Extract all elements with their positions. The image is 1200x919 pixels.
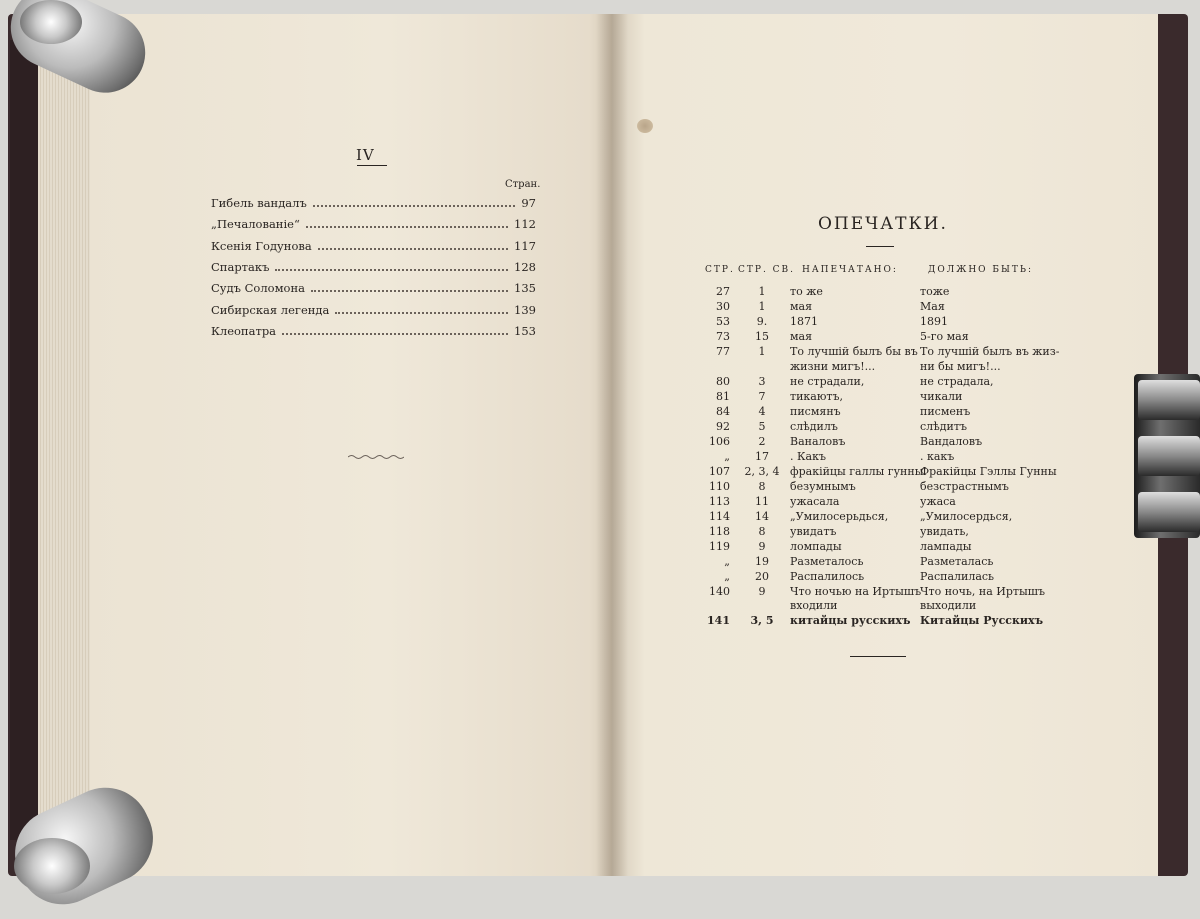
- errata-should-be: То лучшій былъ въ жиз-: [920, 345, 1060, 358]
- errata-printed: китайцы русскихъ: [790, 614, 911, 627]
- errata-line: 5: [758, 420, 766, 433]
- errata-should-be: лампады: [920, 540, 972, 553]
- toc-title: Судъ Соломона: [211, 281, 305, 296]
- errata-should-be: ужаса: [920, 495, 956, 508]
- header-should-be: ДОЛЖНО БЫТЬ:: [928, 265, 1033, 275]
- errata-page: 73: [716, 330, 730, 343]
- errata-should-be: выходили: [920, 599, 977, 612]
- errata-printed: . Какъ: [790, 450, 826, 463]
- errata-page: 113: [709, 495, 730, 508]
- toc-page: 97: [521, 196, 536, 210]
- errata-page: „: [724, 570, 730, 583]
- errata-page: 140: [709, 585, 730, 598]
- toc-leader: [318, 248, 508, 250]
- left-page: [38, 14, 618, 876]
- toc-entry: [211, 239, 536, 257]
- binder-clip-bar: [1138, 492, 1200, 532]
- errata-line: 8: [758, 525, 766, 538]
- toc-title: „Печалованіе“: [211, 217, 300, 232]
- errata-should-be: слѣдитъ: [920, 420, 967, 433]
- errata-line: 17: [755, 450, 769, 463]
- errata-page: 77: [716, 345, 730, 358]
- errata-page: 27: [716, 285, 730, 298]
- binder-clip-bar: [1138, 436, 1200, 476]
- errata-page: 118: [709, 525, 730, 538]
- errata-should-be: Вандаловъ: [920, 435, 983, 448]
- toc-page: 139: [514, 302, 536, 317]
- title-rule: [866, 246, 894, 247]
- errata-page: 141: [707, 614, 730, 627]
- toc-entry: [211, 281, 536, 299]
- toc-entry: [211, 260, 536, 278]
- errata-printed: ломпады: [790, 540, 842, 553]
- errata-line: 9: [758, 540, 766, 553]
- toc-title: Сибирская легенда: [211, 302, 330, 317]
- end-rule: [850, 656, 906, 657]
- errata-should-be: Распалилась: [920, 570, 995, 583]
- errata-should-be: чикали: [920, 390, 963, 403]
- errata-line: 2, 3, 4: [744, 465, 780, 478]
- paper-stain: [637, 119, 653, 133]
- errata-should-be: ни бы мигъ!...: [920, 360, 1001, 373]
- errata-printed: мая: [790, 300, 813, 313]
- errata-line: 11: [755, 495, 769, 508]
- errata-should-be: Что ночь, на Иртышъ: [920, 585, 1046, 598]
- errata-line: 8: [758, 480, 766, 493]
- toc-page: 112: [514, 217, 536, 232]
- errata-printed: 1871: [790, 315, 818, 328]
- errata-page: 114: [709, 510, 730, 523]
- errata-should-be: „Умилосердься,: [920, 510, 1013, 523]
- toc-page: 135: [514, 281, 536, 296]
- errata-printed: то же: [790, 285, 823, 298]
- errata-line: 4: [758, 405, 766, 418]
- toc-title: Ксенія Годунова: [211, 238, 312, 253]
- toc-leader: [275, 269, 508, 271]
- errata-should-be: писменъ: [920, 405, 971, 418]
- toc-title: Клеопатра: [211, 323, 277, 338]
- errata-line: 1: [758, 300, 766, 313]
- toc-entry: [211, 324, 536, 342]
- errata-page: 119: [709, 540, 730, 553]
- errata-should-be: 5-го мая: [920, 330, 969, 343]
- book-gutter: [596, 14, 628, 876]
- errata-printed: безумнымъ: [790, 480, 856, 493]
- toc-leader: [282, 333, 508, 335]
- toc-leader: [335, 312, 508, 314]
- page-edges: [38, 40, 90, 860]
- errata-printed: тикаютъ,: [790, 390, 844, 403]
- errata-printed: входили: [790, 599, 838, 612]
- header-line: СТР. СВ.: [738, 265, 796, 275]
- binder-clip-bar: [1138, 380, 1200, 420]
- errata-page: 84: [716, 405, 730, 418]
- errata-page: 81: [716, 390, 730, 403]
- errata-printed: увидатъ: [790, 525, 837, 538]
- errata-line: 19: [755, 555, 769, 568]
- ornament-wave: [348, 454, 404, 460]
- errata-printed: Ваналовъ: [790, 435, 846, 448]
- errata-line: 20: [755, 570, 769, 583]
- errata-line: 3: [758, 375, 766, 388]
- errata-page: 110: [709, 480, 730, 493]
- errata-should-be: Разметалась: [920, 555, 994, 568]
- toc-title: Гибель вандалъ: [211, 196, 307, 210]
- errata-line: 2: [758, 435, 766, 448]
- errata-printed: писмянъ: [790, 405, 841, 418]
- errata-should-be: Мая: [920, 300, 945, 313]
- errata-printed: Разметалось: [790, 555, 864, 568]
- errata-should-be: тоже: [920, 285, 950, 298]
- errata-page: 106: [709, 435, 730, 448]
- errata-printed: не страдали,: [790, 375, 865, 388]
- errata-printed: „Умилосерьдься,: [790, 510, 889, 523]
- errata-line: 7: [758, 390, 766, 403]
- errata-line: 15: [755, 330, 769, 343]
- errata-printed: ужасала: [790, 495, 840, 508]
- book-spine-edge: [10, 40, 38, 840]
- page-title: ОПЕЧАТКИ.: [818, 214, 948, 234]
- toc-title: Спартакъ: [211, 259, 270, 274]
- toc-page: 128: [514, 259, 536, 274]
- errata-should-be: 1891: [920, 315, 948, 328]
- binder-clip: [1134, 374, 1200, 538]
- toc-entry: [211, 303, 536, 321]
- errata-line: 14: [755, 510, 769, 523]
- errata-should-be: Китайцы Русскихъ: [920, 614, 1044, 627]
- toc-leader: [311, 290, 508, 292]
- errata-should-be: . какъ: [920, 450, 955, 463]
- page-column-header: Стран.: [505, 179, 541, 190]
- page-weight-bottom-cap: [14, 838, 90, 894]
- errata-page: „: [724, 555, 730, 568]
- errata-printed: Распалилось: [790, 570, 865, 583]
- errata-page: 92: [716, 420, 730, 433]
- errata-line: 9.: [756, 315, 768, 328]
- errata-printed: мая: [790, 330, 813, 343]
- errata-line: 1: [758, 285, 766, 298]
- errata-page: 30: [716, 300, 730, 313]
- section-rule: [357, 165, 387, 166]
- toc-leader: [306, 226, 508, 228]
- errata-page: 53: [716, 315, 730, 328]
- errata-line: 9: [758, 585, 766, 598]
- errata-should-be: Фракійцы Гэллы Гунны: [920, 465, 1057, 478]
- errata-page: „: [724, 450, 730, 463]
- errata-page: 80: [716, 375, 730, 388]
- errata-printed: слѣдилъ: [790, 420, 838, 433]
- section-numeral: IV: [356, 146, 375, 164]
- toc-page: 117: [514, 238, 536, 253]
- errata-line: 3, 5: [750, 614, 774, 627]
- toc-leader: [313, 205, 516, 207]
- header-printed: НАПЕЧАТАНО:: [802, 265, 898, 275]
- errata-should-be: безстрастнымъ: [920, 480, 1009, 493]
- toc-entry: [211, 217, 536, 235]
- errata-should-be: увидать,: [920, 525, 969, 538]
- errata-printed: Что ночью на Иртышъ: [790, 585, 922, 598]
- errata-should-be: не страдала,: [920, 375, 994, 388]
- errata-printed: То лучшій былъ бы въ: [790, 345, 918, 358]
- toc-page: 153: [514, 323, 536, 338]
- errata-printed: жизни мигъ!...: [790, 360, 876, 373]
- page-weight-top-cap: [20, 0, 82, 44]
- header-page: СТР.: [705, 265, 735, 275]
- errata-line: 1: [758, 345, 766, 358]
- toc-entry: [211, 196, 536, 214]
- errata-printed: фракійцы галлы гунны: [790, 465, 924, 478]
- errata-page: 107: [709, 465, 730, 478]
